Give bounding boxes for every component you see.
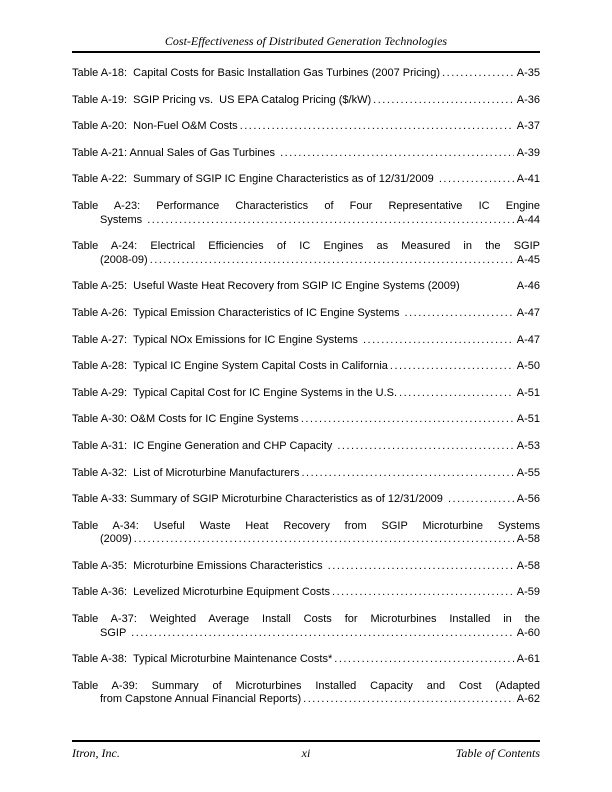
toc-entry-text: Table A-38: Typical Microturbine Maintenance Costs*	[72, 653, 333, 666]
toc-leader-dots	[332, 586, 514, 600]
toc-entry-line	[72, 653, 540, 667]
toc-page-number: A-45	[516, 253, 540, 266]
toc-entry-text: Table A-39: Summary of Microturbines Installed Capacity and Cost (Adapted	[72, 679, 540, 692]
toc-entry-text: Table A-23: Performance Characteristics of Four Representative IC Engine	[72, 199, 540, 212]
toc-entry-text: Table A-32: List of Microturbine Manufacturers	[72, 466, 300, 479]
toc-page-number: A-53	[516, 439, 540, 452]
toc-page-number: A-56	[516, 493, 540, 506]
toc-entry	[72, 520, 540, 547]
toc-entry-line	[72, 360, 540, 374]
toc-entry	[72, 200, 540, 227]
page-header	[72, 34, 540, 53]
toc-entry-line	[72, 173, 540, 187]
toc-entry	[72, 94, 540, 108]
toc-leader-dots	[448, 493, 514, 507]
toc-entry-line	[72, 120, 540, 134]
toc-page-number: A-35	[516, 67, 540, 79]
page-footer	[72, 740, 540, 761]
toc-entry	[72, 147, 540, 161]
toc-entry	[72, 67, 540, 81]
toc-entry-text: Table A-28: Typical IC Engine System Capital Costs in California	[72, 360, 388, 373]
toc-entry-text: Table A-36: Levelized Microturbine Equipment Costs	[72, 586, 331, 599]
toc-page-number: A-36	[516, 93, 540, 106]
toc-page-number: A-37	[516, 120, 540, 133]
toc-page-number: A-55	[516, 466, 540, 479]
toc-entry-text: Table A-20: Non-Fuel O&M Costs	[72, 120, 238, 133]
toc-entry	[72, 334, 540, 348]
toc-leader-dots	[405, 307, 514, 321]
toc-leader-dots	[301, 467, 513, 481]
toc-entry-text: from Capstone Annual Financial Reports)	[100, 693, 302, 706]
toc-page-number: A-62	[516, 693, 540, 706]
toc-entry-text: Table A-31: IC Engine Generation and CHP Capacity	[72, 439, 336, 452]
toc-page-number: A-41	[516, 173, 540, 186]
toc-entry-text: Table A-37: Weighted Average Install Costs for Microturbines Installed in the	[72, 613, 540, 626]
toc-entry-line	[72, 387, 540, 401]
toc-entry-line	[72, 627, 540, 641]
toc-entry-line	[72, 493, 540, 507]
toc-page-number: A-61	[516, 653, 540, 666]
toc-entry-line	[72, 94, 540, 108]
toc-leader-dots	[150, 254, 514, 268]
toc-entry-text: (2009)	[100, 533, 132, 546]
toc-entry-text: Table A-29: Typical Capital Cost for IC Engine Systems in the U.S.	[72, 386, 398, 399]
toc-entry	[72, 120, 540, 134]
toc-leader-dots	[280, 147, 514, 161]
toc-entry	[72, 680, 540, 707]
toc-entry-line	[72, 307, 540, 321]
toc-leader-dots	[337, 440, 513, 454]
footer-company: Itron, Inc.	[72, 746, 120, 760]
toc-entry-line	[72, 440, 540, 454]
toc-entry-line	[72, 67, 540, 81]
toc-leader-dots	[439, 173, 514, 187]
toc-entry	[72, 413, 540, 427]
toc-entry-line	[72, 467, 540, 481]
toc-entry-line	[72, 334, 540, 348]
toc-page-number: A-58	[516, 533, 540, 546]
toc-leader-dots	[390, 360, 514, 374]
toc-entry	[72, 613, 540, 640]
toc-entry-text: Table A-24: Electrical Efficiencies of IC Engines as Measured in the SGIP	[72, 240, 540, 253]
toc-entry	[72, 173, 540, 187]
toc-entry	[72, 240, 540, 267]
toc-leader-dots	[334, 653, 513, 667]
toc-entry-text: Table A-22: Summary of SGIP IC Engine Characteristics as of 12/31/2009	[72, 173, 437, 186]
toc-leader-dots	[240, 120, 514, 134]
toc-entry-line	[72, 586, 540, 600]
toc-entry-text: Table A-33: Summary of SGIP Microturbine Characteristics as of 12/31/2009	[72, 493, 446, 506]
toc-entry	[72, 560, 540, 574]
toc-leader-dots	[373, 94, 514, 108]
toc-entry-text: Table A-30: O&M Costs for IC Engine Systems	[72, 413, 299, 426]
toc-entry	[72, 307, 540, 321]
toc-page-number: A-47	[516, 306, 540, 319]
toc-leader-dots	[399, 387, 514, 401]
toc-entry-text: Table A-25: Useful Waste Heat Recovery from SGIP IC Engine Systems (2009)	[72, 280, 460, 293]
toc-entry-line	[72, 147, 540, 161]
toc-leader-dots	[134, 533, 514, 547]
toc-page-number: A-39	[516, 146, 540, 159]
toc-entry-text: Table A-35: Microturbine Emissions Characteristics	[72, 559, 326, 572]
toc-page-number: A-60	[516, 626, 540, 639]
toc-entry	[72, 280, 540, 294]
toc-entry-text: Table A-19: SGIP Pricing vs. US EPA Catalog Pricing ($/kW)	[72, 93, 372, 106]
toc-entry-text: Table A-18: Capital Costs for Basic Installation Gas Turbines (2007 Pricing)	[72, 67, 441, 79]
toc-page-number: A-59	[516, 586, 540, 599]
toc-entry-line	[72, 693, 540, 707]
toc-entry	[72, 493, 540, 507]
toc-entry	[72, 653, 540, 667]
running-header-title: Cost-Effectiveness of Distributed Generation Technologies	[164, 34, 448, 48]
toc-entry-text: Systems	[100, 213, 146, 226]
toc-entry	[72, 467, 540, 481]
toc-entry-text: Table A-21: Annual Sales of Gas Turbines	[72, 146, 279, 159]
footer-page-number: xi	[301, 746, 311, 760]
toc-entry-line	[72, 280, 540, 294]
toc-leader-dots	[363, 334, 514, 348]
toc-entry-line	[72, 560, 540, 574]
toc-entry-line	[72, 413, 540, 427]
toc-leader-dots	[131, 627, 514, 641]
toc-page-number: A-44	[516, 213, 540, 226]
toc-page-number: A-51	[516, 413, 540, 426]
toc-leader-dots	[328, 560, 514, 574]
toc-page-number: A-47	[516, 333, 540, 346]
toc-entry-text: Table A-26: Typical Emission Characteristics of IC Engine Systems	[72, 306, 403, 319]
toc-page-number: A-58	[516, 559, 540, 572]
toc-page-number: A-46	[516, 280, 540, 293]
toc-entry	[72, 586, 540, 600]
toc-page-number: A-51	[516, 386, 540, 399]
toc-page-number: A-50	[516, 360, 540, 373]
toc-entry-text: SGIP	[100, 626, 130, 639]
toc-entry-text: (2008-09)	[100, 253, 148, 266]
toc-entry-text: Table A-34: Useful Waste Heat Recovery from SGIP Microturbine Systems	[72, 519, 540, 532]
toc-entry-line	[72, 533, 540, 547]
toc-leader-dots	[303, 693, 514, 707]
toc-entry	[72, 440, 540, 454]
toc-entry-line	[72, 214, 540, 228]
toc-leader-dots	[147, 214, 514, 228]
toc-entry	[72, 387, 540, 401]
toc-leader-dots	[442, 67, 514, 81]
toc-leader-dots	[301, 413, 514, 427]
toc-entry	[72, 360, 540, 374]
footer-section-title: Table of Contents	[455, 746, 540, 760]
toc-entry-line	[72, 254, 540, 268]
toc-entry-text: Table A-27: Typical NOx Emissions for IC Engine Systems	[72, 333, 361, 346]
toc-list	[72, 67, 540, 707]
